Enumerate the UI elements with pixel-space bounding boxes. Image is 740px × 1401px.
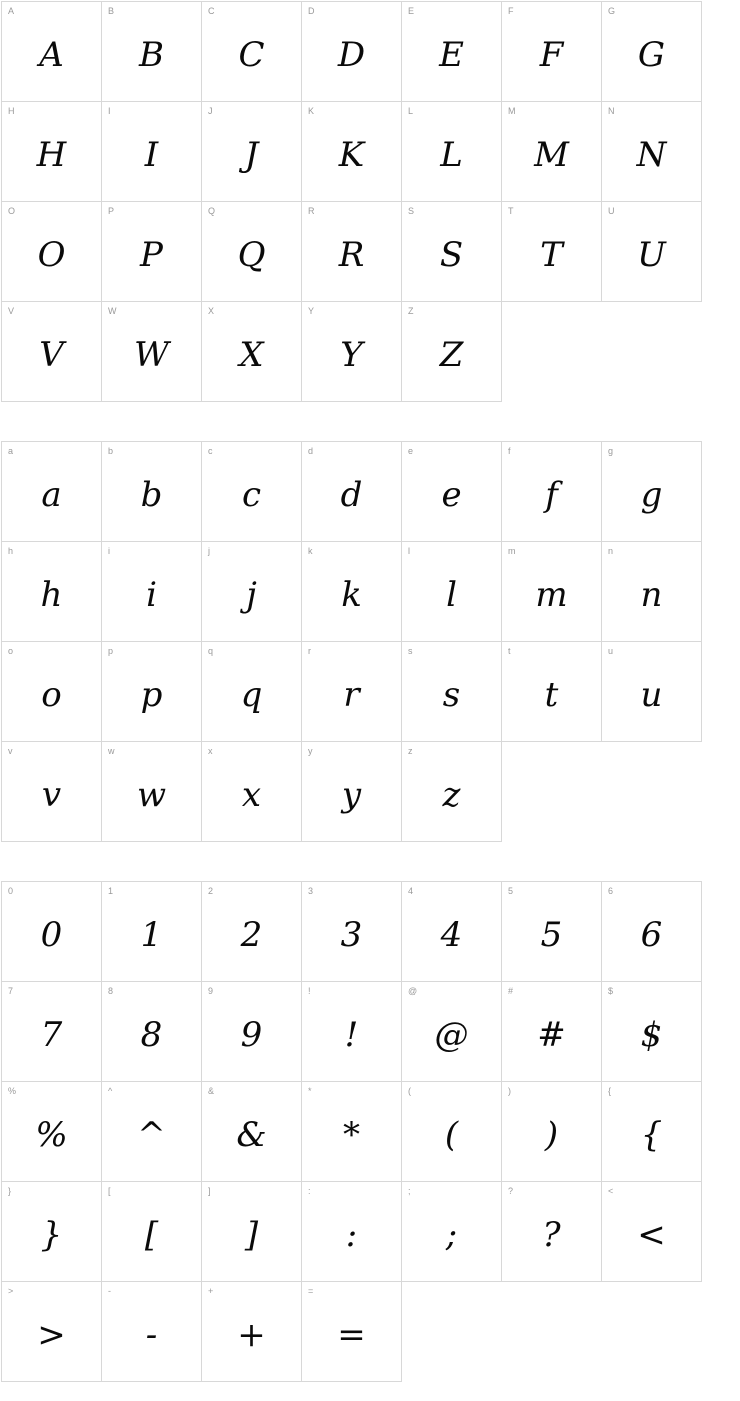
grid-filler (502, 1282, 602, 1382)
glyph-cell-sample: [ (144, 1214, 159, 1255)
glyph-cell-sample: m (535, 574, 568, 615)
glyph-cell-sample: O (37, 234, 66, 275)
glyph-cell-sample: R (338, 234, 365, 275)
glyph-cell-label: o (8, 646, 14, 656)
glyph-cell-label: T (508, 206, 514, 216)
glyph-cell[interactable] (2, 2, 102, 102)
glyph-cell-sample: N (636, 134, 667, 175)
glyph-cell-sample: < (637, 1214, 666, 1255)
glyph-cell-sample: h (40, 574, 63, 615)
glyph-cell-label: % (8, 1086, 17, 1096)
glyph-cell-label: ! (308, 986, 311, 996)
glyph-cell[interactable] (2, 1082, 102, 1182)
glyph-cell[interactable] (302, 642, 402, 742)
character-map-sheet (0, 1, 740, 1382)
glyph-cell[interactable] (602, 542, 702, 642)
glyph-cell-sample: e (441, 474, 462, 515)
glyph-cell-sample: U (637, 234, 666, 275)
glyph-cell[interactable] (402, 882, 502, 982)
glyph-cell-label: c (208, 446, 213, 456)
digits-punctuation-grid (1, 881, 702, 1382)
glyph-cell-label: l (408, 546, 410, 556)
glyph-cell[interactable] (402, 302, 502, 402)
glyph-cell-sample: 8 (140, 1014, 163, 1055)
glyph-cell[interactable] (102, 1082, 202, 1182)
glyph-cell-label: i (108, 546, 110, 556)
glyph-cell[interactable] (102, 2, 202, 102)
glyph-cell-sample: - (145, 1314, 158, 1355)
glyph-cell[interactable] (502, 1182, 602, 1282)
glyph-cell-sample: 1 (140, 914, 163, 955)
glyph-cell[interactable] (502, 202, 602, 302)
glyph-cell[interactable] (202, 982, 302, 1082)
glyph-cell-label: * (308, 1086, 312, 1096)
glyph-cell[interactable] (2, 642, 102, 742)
glyph-cell[interactable] (302, 302, 402, 402)
glyph-cell[interactable] (302, 742, 402, 842)
glyph-cell-label: r (308, 646, 311, 656)
glyph-cell-label: 6 (608, 886, 614, 896)
glyph-cell-sample: > (37, 1314, 66, 1355)
glyph-cell-sample: w (136, 774, 167, 815)
glyph-cell-label: ? (508, 1186, 514, 1196)
glyph-cell-label: a (8, 446, 14, 456)
glyph-cell[interactable] (102, 542, 202, 642)
glyph-cell-sample: G (637, 34, 666, 75)
glyph-cell-label: B (108, 6, 115, 16)
glyph-cell[interactable] (302, 1282, 402, 1382)
glyph-cell-sample: I (144, 134, 159, 175)
glyph-cell[interactable] (302, 1082, 402, 1182)
grid-filler (402, 1282, 502, 1382)
glyph-cell[interactable] (302, 542, 402, 642)
glyph-cell[interactable] (302, 102, 402, 202)
glyph-cell[interactable] (102, 882, 202, 982)
grid-filler (502, 742, 602, 842)
glyph-cell-sample: C (238, 34, 265, 75)
glyph-cell[interactable] (2, 542, 102, 642)
glyph-cell[interactable] (302, 2, 402, 102)
glyph-cell-sample: 7 (40, 1014, 63, 1055)
glyph-cell-sample: 6 (640, 914, 663, 955)
glyph-cell-sample: ; (445, 1214, 458, 1255)
glyph-cell-sample: v (41, 774, 62, 815)
glyph-cell-label: > (8, 1286, 14, 1296)
glyph-cell-label: g (608, 446, 614, 456)
glyph-cell[interactable] (2, 442, 102, 542)
glyph-cell-sample: A (39, 34, 64, 75)
glyph-cell-sample: V (39, 334, 64, 375)
glyph-cell[interactable] (602, 2, 702, 102)
glyph-cell-sample: j (246, 574, 257, 615)
glyph-cell-sample: ? (542, 1214, 561, 1255)
glyph-cell-sample: % (35, 1114, 68, 1155)
grid-filler (602, 1282, 702, 1382)
glyph-cell-label: = (308, 1286, 314, 1296)
glyph-cell-label: + (208, 1286, 214, 1296)
glyph-cell-sample: ( (444, 1114, 459, 1155)
glyph-cell[interactable] (2, 202, 102, 302)
glyph-cell[interactable] (602, 442, 702, 542)
glyph-cell-label: W (108, 306, 117, 316)
glyph-cell-sample: c (241, 474, 262, 515)
glyph-cell-sample: l (446, 574, 457, 615)
lowercase-grid (1, 441, 702, 842)
glyph-cell-sample: $ (640, 1014, 663, 1055)
glyph-cell-label: M (508, 106, 516, 116)
glyph-cell-sample: q (240, 674, 263, 715)
glyph-cell[interactable] (302, 982, 402, 1082)
glyph-cell-label: R (308, 206, 315, 216)
glyph-cell-sample: o (41, 674, 62, 715)
glyph-cell[interactable] (502, 982, 602, 1082)
glyph-cell-sample: J (244, 134, 259, 175)
glyph-cell[interactable] (602, 1182, 702, 1282)
glyph-cell[interactable] (502, 1082, 602, 1182)
glyph-cell-sample: H (36, 134, 67, 175)
glyph-cell-sample: B (139, 34, 164, 75)
glyph-cell[interactable] (402, 982, 502, 1082)
glyph-cell-label: q (208, 646, 214, 656)
glyph-cell-sample: X (239, 334, 264, 375)
glyph-cell[interactable] (502, 642, 602, 742)
glyph-cell-sample: x (241, 774, 262, 815)
glyph-cell-sample: 5 (540, 914, 563, 955)
glyph-cell-sample: d (340, 474, 363, 515)
glyph-cell-sample: s (442, 674, 461, 715)
glyph-cell-sample: D (337, 34, 366, 75)
glyph-cell-sample: i (146, 574, 157, 615)
glyph-cell-label: } (8, 1186, 12, 1196)
glyph-cell-label: Y (308, 306, 315, 316)
glyph-cell-sample: a (41, 474, 62, 515)
glyph-cell[interactable] (102, 102, 202, 202)
glyph-cell-label: s (408, 646, 413, 656)
glyph-cell[interactable] (502, 442, 602, 542)
glyph-cell[interactable] (402, 2, 502, 102)
glyph-cell[interactable] (402, 102, 502, 202)
glyph-cell-label: f (508, 446, 511, 456)
glyph-cell-label: A (8, 6, 15, 16)
glyph-cell-label: 3 (308, 886, 314, 896)
glyph-cell-label: L (408, 106, 414, 116)
glyph-cell[interactable] (602, 982, 702, 1082)
glyph-cell-label: d (308, 446, 314, 456)
glyph-cell[interactable] (102, 642, 202, 742)
glyph-cell-label: H (8, 106, 15, 116)
glyph-cell[interactable] (2, 1182, 102, 1282)
glyph-cell[interactable] (402, 202, 502, 302)
glyph-cell-label: ; (408, 1186, 411, 1196)
glyph-cell-label: 2 (208, 886, 214, 896)
glyph-cell-sample: y (341, 774, 362, 815)
glyph-cell-sample: u (640, 674, 663, 715)
glyph-cell[interactable] (102, 982, 202, 1082)
glyph-cell[interactable] (2, 102, 102, 202)
glyph-cell-sample: L (440, 134, 463, 175)
glyph-cell-sample: 9 (240, 1014, 263, 1055)
glyph-cell[interactable] (302, 882, 402, 982)
glyph-cell-sample: 0 (40, 914, 63, 955)
glyph-cell[interactable] (602, 102, 702, 202)
glyph-cell[interactable] (202, 102, 302, 202)
glyph-cell-sample: b (140, 474, 163, 515)
glyph-cell[interactable] (602, 882, 702, 982)
glyph-cell-label: m (508, 546, 516, 556)
glyph-cell-label: V (8, 306, 15, 316)
glyph-cell-sample: } (40, 1214, 63, 1255)
glyph-cell-sample: { (640, 1114, 663, 1155)
glyph-cell-label: Q (208, 206, 216, 216)
glyph-cell[interactable] (202, 442, 302, 542)
glyph-cell[interactable] (302, 202, 402, 302)
glyph-cell-sample: M (534, 134, 569, 175)
glyph-cell[interactable] (102, 442, 202, 542)
glyph-cell[interactable] (202, 1182, 302, 1282)
glyph-cell[interactable] (202, 542, 302, 642)
glyph-cell-label: J (208, 106, 213, 116)
glyph-cell[interactable] (202, 202, 302, 302)
glyph-cell-label: O (8, 206, 16, 216)
glyph-cell[interactable] (202, 1082, 302, 1182)
glyph-cell-label: ) (508, 1086, 511, 1096)
glyph-cell[interactable] (502, 882, 602, 982)
glyph-cell-sample: r (343, 674, 360, 715)
glyph-cell-label: P (108, 206, 115, 216)
glyph-cell[interactable] (2, 1282, 102, 1382)
glyph-cell-label: h (8, 546, 14, 556)
glyph-cell-label: U (608, 206, 615, 216)
glyph-cell-sample: S (439, 234, 464, 275)
glyph-cell-sample: z (442, 774, 461, 815)
glyph-cell-label: K (308, 106, 315, 116)
grid-filler (502, 302, 602, 402)
glyph-cell-sample: f (545, 474, 558, 515)
glyph-cell-sample: K (338, 134, 365, 175)
glyph-cell-label: ( (408, 1086, 411, 1096)
glyph-cell-label: j (208, 546, 210, 556)
glyph-cell-label: G (608, 6, 616, 16)
glyph-cell-label: [ (108, 1186, 111, 1196)
glyph-cell-sample: E (439, 34, 464, 75)
glyph-cell[interactable] (102, 1282, 202, 1382)
glyph-cell-label: e (408, 446, 414, 456)
glyph-cell-sample: = (337, 1314, 366, 1355)
glyph-cell-label: # (508, 986, 514, 996)
glyph-cell-label: D (308, 6, 315, 16)
glyph-cell[interactable] (602, 202, 702, 302)
glyph-cell-sample: ! (344, 1014, 359, 1055)
glyph-cell-label: x (208, 746, 213, 756)
glyph-cell-label: $ (608, 986, 614, 996)
grid-filler (602, 302, 702, 402)
glyph-cell-label: S (408, 206, 415, 216)
glyph-cell-sample: 2 (240, 914, 263, 955)
glyph-cell[interactable] (202, 2, 302, 102)
glyph-cell-label: 5 (508, 886, 514, 896)
glyph-cell-label: w (108, 746, 115, 756)
glyph-cell-label: 9 (208, 986, 214, 996)
glyph-cell[interactable] (302, 1182, 402, 1282)
glyph-cell-sample: ] (244, 1214, 259, 1255)
glyph-cell[interactable] (402, 542, 502, 642)
glyph-cell-label: 7 (8, 986, 14, 996)
glyph-cell-label: z (408, 746, 413, 756)
glyph-cell-label: & (208, 1086, 215, 1096)
uppercase-grid (1, 1, 702, 402)
glyph-cell-sample: # (537, 1014, 566, 1055)
glyph-cell-sample: & (236, 1114, 267, 1155)
glyph-cell-label: k (308, 546, 313, 556)
glyph-cell[interactable] (102, 1182, 202, 1282)
glyph-cell[interactable] (202, 1282, 302, 1382)
glyph-cell-sample: t (544, 674, 559, 715)
glyph-cell[interactable] (602, 1082, 702, 1182)
glyph-cell-label: 8 (108, 986, 114, 996)
glyph-cell-sample: + (237, 1314, 266, 1355)
glyph-cell[interactable] (202, 302, 302, 402)
glyph-cell-sample: F (539, 34, 564, 75)
glyph-cell-label: < (608, 1186, 614, 1196)
grid-filler (602, 742, 702, 842)
glyph-cell-sample: @ (434, 1014, 469, 1055)
glyph-cell-sample: k (341, 574, 362, 615)
glyph-cell-sample: ^ (137, 1114, 166, 1155)
glyph-cell-sample: ) (544, 1114, 559, 1155)
glyph-cell[interactable] (102, 742, 202, 842)
glyph-cell-label: 4 (408, 886, 414, 896)
glyph-cell[interactable] (2, 742, 102, 842)
glyph-cell-sample: n (640, 574, 663, 615)
glyph-cell[interactable] (102, 202, 202, 302)
glyph-cell-label: u (608, 646, 614, 656)
glyph-cell-label: ] (208, 1186, 211, 1196)
glyph-cell-label: - (108, 1286, 111, 1296)
glyph-cell[interactable] (2, 882, 102, 982)
glyph-cell[interactable] (502, 102, 602, 202)
glyph-cell-label: n (608, 546, 614, 556)
glyph-cell-label: { (608, 1086, 612, 1096)
glyph-cell-sample: W (134, 334, 169, 375)
glyph-cell-label: b (108, 446, 114, 456)
glyph-cell-sample: g (640, 474, 663, 515)
glyph-cell-sample: : (345, 1214, 358, 1255)
glyph-cell-label: 1 (108, 886, 114, 896)
glyph-cell[interactable] (202, 742, 302, 842)
glyph-cell[interactable] (202, 642, 302, 742)
glyph-cell-label: X (208, 306, 215, 316)
glyph-cell-label: y (308, 746, 313, 756)
glyph-cell[interactable] (502, 2, 602, 102)
glyph-cell-label: @ (408, 986, 418, 996)
glyph-cell[interactable] (102, 302, 202, 402)
glyph-cell-sample: 3 (340, 914, 363, 955)
glyph-cell-label: C (208, 6, 215, 16)
glyph-cell-sample: Q (237, 234, 266, 275)
glyph-cell[interactable] (2, 302, 102, 402)
glyph-cell[interactable] (2, 982, 102, 1082)
glyph-cell-sample: Z (439, 334, 464, 375)
glyph-cell-sample: p (140, 674, 163, 715)
glyph-cell-label: N (608, 106, 615, 116)
glyph-cell-sample: 4 (440, 914, 463, 955)
glyph-cell-label: 0 (8, 886, 14, 896)
glyph-cell[interactable] (402, 1182, 502, 1282)
glyph-cell[interactable] (202, 882, 302, 982)
glyph-cell[interactable] (402, 442, 502, 542)
glyph-cell-sample: Y (340, 334, 363, 375)
glyph-cell-label: ^ (108, 1086, 113, 1096)
glyph-cell-label: F (508, 6, 514, 16)
glyph-cell[interactable] (402, 742, 502, 842)
glyph-cell[interactable] (302, 442, 402, 542)
glyph-cell-sample: * (343, 1114, 360, 1155)
glyph-cell-label: : (308, 1186, 311, 1196)
glyph-cell[interactable] (602, 642, 702, 742)
glyph-cell-label: Z (408, 306, 414, 316)
glyph-cell-label: I (108, 106, 111, 116)
glyph-cell-label: E (408, 6, 415, 16)
glyph-cell-label: t (508, 646, 511, 656)
glyph-cell-label: v (8, 746, 13, 756)
glyph-cell-label: p (108, 646, 114, 656)
glyph-cell-sample: P (140, 234, 163, 275)
glyph-cell[interactable] (402, 642, 502, 742)
glyph-cell[interactable] (502, 542, 602, 642)
glyph-cell-sample: T (540, 234, 563, 275)
glyph-cell[interactable] (402, 1082, 502, 1182)
